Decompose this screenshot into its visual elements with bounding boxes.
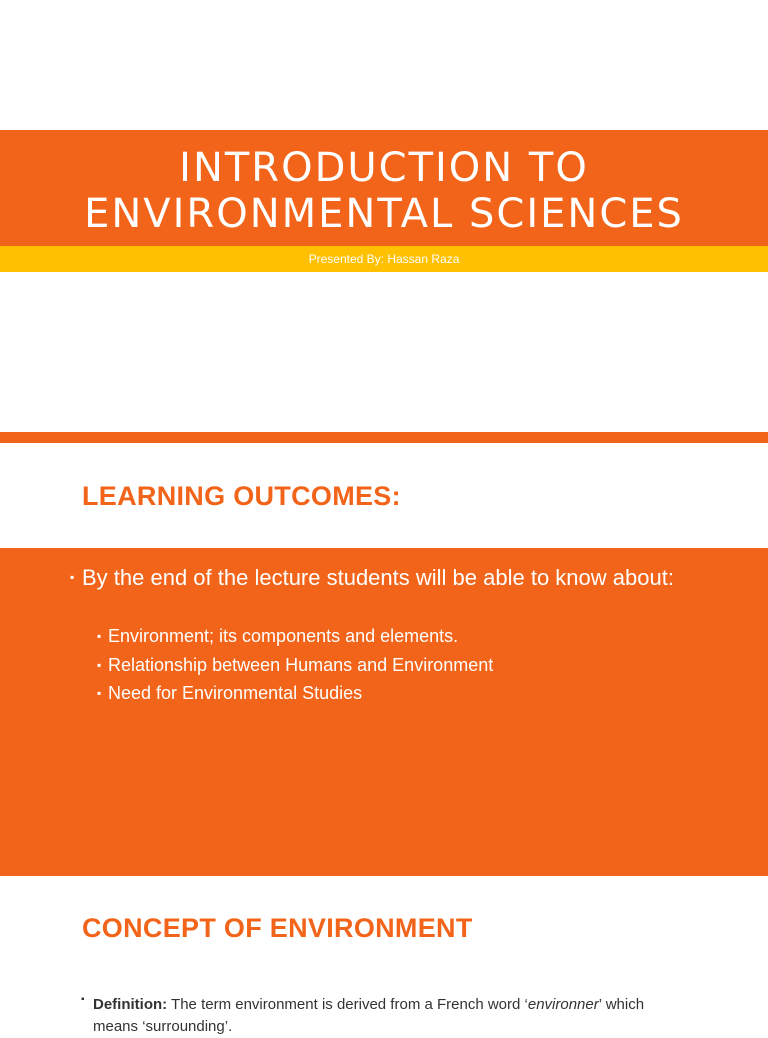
sub-bullet-list: [97, 622, 708, 708]
slide-title-line-1: INTRODUCTION TO: [179, 145, 589, 191]
title-band: [0, 130, 768, 246]
bullet-icon: ▪: [70, 570, 75, 584]
bullet-icon: ▪: [97, 686, 102, 700]
main-bullet: [70, 564, 702, 591]
sub-bullet-text: Need for Environmental Studies: [108, 683, 363, 703]
presenter-subtitle: Presented By: Hassan Raza: [308, 252, 460, 266]
bullet-icon: ▪: [97, 657, 102, 672]
sub-bullet-text: Relationship between Humans and Environment: [108, 654, 494, 675]
concept-heading: CONCEPT OF ENVIRONMENT: [82, 913, 473, 943]
definition-label: Definition:: [93, 996, 168, 1013]
slide-divider: [0, 432, 768, 443]
definition-text-before: The term environment is derived from a French word ‘: [167, 996, 528, 1013]
definition-text-after: ’ which means ‘surrounding’.: [93, 996, 645, 1035]
sub-bullet-item: [97, 679, 708, 708]
learning-outcomes-panel: [0, 548, 768, 876]
slide-title-line-2: ENVIRONMENTAL SCIENCES: [84, 191, 684, 237]
definition-term: environner: [527, 996, 599, 1013]
sub-bullet-item: [97, 651, 708, 680]
bullet-icon: ▪: [97, 629, 102, 643]
learning-outcomes-heading: LEARNING OUTCOMES:: [82, 481, 401, 511]
main-bullet-text: By the end of the lecture students will be able to know about:: [82, 565, 674, 590]
subtitle-band: [0, 246, 768, 272]
sub-bullet-item: [97, 622, 708, 651]
definition-paragraph: [93, 994, 693, 1038]
bullet-icon: ▪: [81, 994, 85, 1005]
sub-bullet-text: Environment; its components and elements.: [108, 626, 459, 646]
